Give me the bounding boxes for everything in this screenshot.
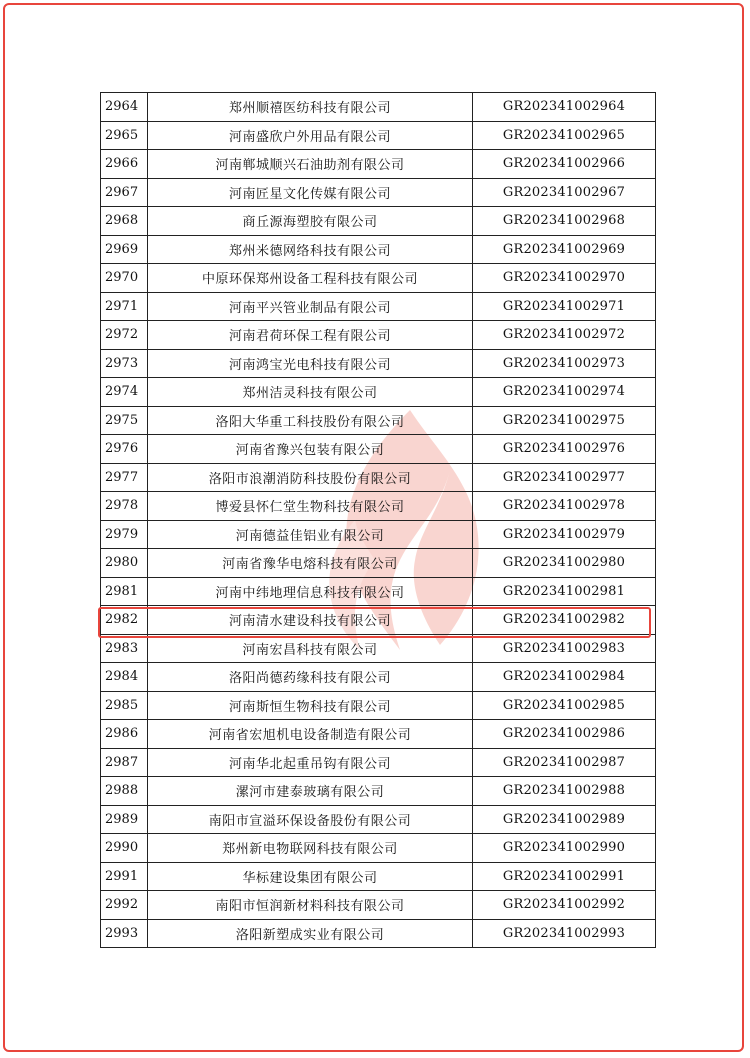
company-name: 河南郸城顺兴石油助剂有限公司: [148, 150, 473, 179]
row-number: 2967: [101, 178, 148, 207]
table-row: [101, 349, 656, 378]
row-number: 2978: [101, 492, 148, 521]
certificate-code: GR202341002964: [473, 93, 656, 122]
table-row: [101, 463, 656, 492]
row-number: 2980: [101, 549, 148, 578]
company-name: 河南省豫兴包装有限公司: [148, 435, 473, 464]
table-row: [101, 663, 656, 692]
certificate-code: GR202341002971: [473, 292, 656, 321]
certificate-code: GR202341002985: [473, 691, 656, 720]
row-number: 2965: [101, 121, 148, 150]
row-number: 2988: [101, 777, 148, 806]
company-name: 郑州新电物联网科技有限公司: [148, 834, 473, 863]
row-number: 2989: [101, 805, 148, 834]
company-name: 商丘源海塑胶有限公司: [148, 207, 473, 236]
company-table-container: [100, 92, 648, 948]
certificate-code: GR202341002972: [473, 321, 656, 350]
table-row: [101, 235, 656, 264]
table-row: [101, 549, 656, 578]
certificate-code: GR202341002981: [473, 577, 656, 606]
table-row: [101, 93, 656, 122]
company-name: 华标建设集团有限公司: [148, 862, 473, 891]
row-number: 2969: [101, 235, 148, 264]
company-name: 河南华北起重吊钩有限公司: [148, 748, 473, 777]
certificate-code: GR202341002989: [473, 805, 656, 834]
certificate-code: GR202341002966: [473, 150, 656, 179]
company-name: 河南斯恒生物科技有限公司: [148, 691, 473, 720]
company-name: 河南鸿宝光电科技有限公司: [148, 349, 473, 378]
company-table-body: [101, 93, 656, 948]
row-number: 2964: [101, 93, 148, 122]
row-number: 2987: [101, 748, 148, 777]
row-number: 2985: [101, 691, 148, 720]
company-name: 河南君荷环保工程有限公司: [148, 321, 473, 350]
table-row: [101, 378, 656, 407]
company-name: 河南清水建设科技有限公司: [148, 606, 473, 635]
row-number: 2974: [101, 378, 148, 407]
certificate-code: GR202341002976: [473, 435, 656, 464]
row-number: 2993: [101, 919, 148, 948]
company-name: 中原环保郑州设备工程科技有限公司: [148, 264, 473, 293]
row-number: 2981: [101, 577, 148, 606]
table-row: [101, 435, 656, 464]
certificate-code: GR202341002977: [473, 463, 656, 492]
company-name: 河南德益佳铝业有限公司: [148, 520, 473, 549]
table-row: [101, 121, 656, 150]
row-number: 2968: [101, 207, 148, 236]
company-name: 洛阳大华重工科技股份有限公司: [148, 406, 473, 435]
table-row: [101, 321, 656, 350]
certificate-code: GR202341002990: [473, 834, 656, 863]
certificate-code: GR202341002967: [473, 178, 656, 207]
row-number: 2971: [101, 292, 148, 321]
certificate-code: GR202341002983: [473, 634, 656, 663]
company-name: 郑州顺禧医纺科技有限公司: [148, 93, 473, 122]
table-row: [101, 292, 656, 321]
certificate-code: GR202341002975: [473, 406, 656, 435]
row-number: 2979: [101, 520, 148, 549]
certificate-code: GR202341002984: [473, 663, 656, 692]
company-name: 郑州洁灵科技有限公司: [148, 378, 473, 407]
certificate-code: GR202341002965: [473, 121, 656, 150]
table-row: [101, 691, 656, 720]
table-row: [101, 834, 656, 863]
row-number: 2983: [101, 634, 148, 663]
company-name: 洛阳市浪潮消防科技股份有限公司: [148, 463, 473, 492]
company-name: 漯河市建泰玻璃有限公司: [148, 777, 473, 806]
company-name: 河南盛欣户外用品有限公司: [148, 121, 473, 150]
table-row: [101, 919, 656, 948]
table-row: [101, 748, 656, 777]
row-number: 2990: [101, 834, 148, 863]
table-row: [101, 150, 656, 179]
row-number: 2973: [101, 349, 148, 378]
company-name: 河南宏昌科技有限公司: [148, 634, 473, 663]
row-number: 2982: [101, 606, 148, 635]
company-name: 博爱县怀仁堂生物科技有限公司: [148, 492, 473, 521]
table-row: [101, 264, 656, 293]
row-number: 2986: [101, 720, 148, 749]
row-number: 2976: [101, 435, 148, 464]
certificate-code: GR202341002993: [473, 919, 656, 948]
company-name: 河南中纬地理信息科技有限公司: [148, 577, 473, 606]
table-row: [101, 777, 656, 806]
company-name: 洛阳尚德药缘科技有限公司: [148, 663, 473, 692]
highlight-box: [98, 607, 651, 638]
certificate-code: GR202341002980: [473, 549, 656, 578]
table-row: [101, 634, 656, 663]
row-number: 2970: [101, 264, 148, 293]
certificate-code: GR202341002982: [473, 606, 656, 635]
certificate-code: GR202341002991: [473, 862, 656, 891]
company-name: 洛阳新塑成实业有限公司: [148, 919, 473, 948]
company-name: 南阳市恒润新材料科技有限公司: [148, 891, 473, 920]
company-name: 河南省宏旭机电设备制造有限公司: [148, 720, 473, 749]
certificate-code: GR202341002974: [473, 378, 656, 407]
certificate-code: GR202341002968: [473, 207, 656, 236]
row-number: 2975: [101, 406, 148, 435]
company-name: 河南平兴管业制品有限公司: [148, 292, 473, 321]
row-number: 2972: [101, 321, 148, 350]
certificate-code: GR202341002970: [473, 264, 656, 293]
certificate-code: GR202341002987: [473, 748, 656, 777]
table-row: [101, 720, 656, 749]
certificate-code: GR202341002986: [473, 720, 656, 749]
row-number: 2991: [101, 862, 148, 891]
certificate-code: GR202341002988: [473, 777, 656, 806]
company-name: 河南省豫华电熔科技有限公司: [148, 549, 473, 578]
certificate-code: GR202341002978: [473, 492, 656, 521]
table-row: [101, 805, 656, 834]
certificate-code: GR202341002973: [473, 349, 656, 378]
table-row: [101, 492, 656, 521]
table-row: [101, 862, 656, 891]
table-row: [101, 207, 656, 236]
row-number: 2966: [101, 150, 148, 179]
company-name: 郑州米德网络科技有限公司: [148, 235, 473, 264]
table-row: [101, 891, 656, 920]
table-row: [101, 520, 656, 549]
certificate-code: GR202341002969: [473, 235, 656, 264]
table-row: [101, 406, 656, 435]
table-row: [101, 178, 656, 207]
table-row: [101, 577, 656, 606]
certificate-code: GR202341002992: [473, 891, 656, 920]
row-number: 2984: [101, 663, 148, 692]
row-number: 2977: [101, 463, 148, 492]
company-table: [100, 92, 656, 948]
company-name: 河南匠星文化传媒有限公司: [148, 178, 473, 207]
certificate-code: GR202341002979: [473, 520, 656, 549]
row-number: 2992: [101, 891, 148, 920]
company-name: 南阳市宣溢环保设备股份有限公司: [148, 805, 473, 834]
